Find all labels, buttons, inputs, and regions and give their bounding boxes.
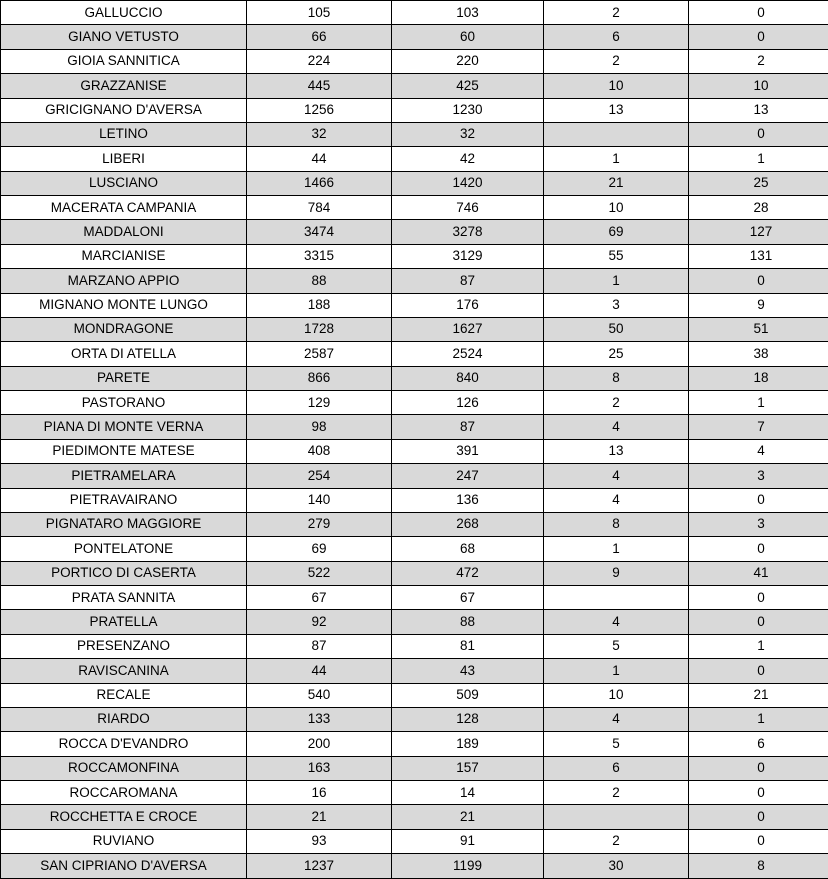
cell-value-4: 1 [689, 391, 828, 415]
cell-value-4: 131 [689, 244, 828, 268]
cell-value-2: 3129 [392, 244, 544, 268]
cell-value-3: 10 [544, 196, 689, 220]
cell-value-1: 32 [247, 122, 392, 146]
cell-value-1: 16 [247, 781, 392, 805]
cell-comune: LUSCIANO [1, 171, 247, 195]
cell-value-1: 408 [247, 439, 392, 463]
cell-value-3: 21 [544, 171, 689, 195]
table-row [1, 391, 828, 415]
cell-value-4: 51 [689, 317, 828, 341]
cell-value-4: 0 [689, 25, 828, 49]
cell-value-4: 6 [689, 732, 828, 756]
table-row [1, 25, 828, 49]
cell-value-3: 3 [544, 293, 689, 317]
cell-value-3: 30 [544, 854, 689, 879]
cell-value-4: 0 [689, 610, 828, 634]
cell-value-2: 840 [392, 366, 544, 390]
cell-value-1: 92 [247, 610, 392, 634]
table-row [1, 317, 828, 341]
cell-comune: RAVISCANINA [1, 659, 247, 683]
cell-value-1: 866 [247, 366, 392, 390]
cell-value-1: 66 [247, 25, 392, 49]
table-row [1, 561, 828, 585]
table-row [1, 147, 828, 171]
cell-value-4: 28 [689, 196, 828, 220]
cell-value-3: 4 [544, 707, 689, 731]
cell-value-2: 43 [392, 659, 544, 683]
cell-value-4: 21 [689, 683, 828, 707]
cell-value-4: 2 [689, 49, 828, 73]
cell-comune: GIANO VETUSTO [1, 25, 247, 49]
cell-comune: ROCCA D'EVANDRO [1, 732, 247, 756]
cell-comune: LIBERI [1, 147, 247, 171]
cell-comune: PIANA DI MONTE VERNA [1, 415, 247, 439]
cell-value-2: 220 [392, 49, 544, 73]
cell-value-2: 247 [392, 464, 544, 488]
cell-value-3: 5 [544, 732, 689, 756]
table-row [1, 854, 828, 879]
cell-value-2: 189 [392, 732, 544, 756]
cell-value-3: 10 [544, 74, 689, 98]
cell-value-1: 98 [247, 415, 392, 439]
cell-value-2: 128 [392, 707, 544, 731]
cell-value-1: 21 [247, 805, 392, 829]
cell-value-4: 1 [689, 147, 828, 171]
cell-comune: MACERATA CAMPANIA [1, 196, 247, 220]
cell-value-4: 127 [689, 220, 828, 244]
table-row [1, 829, 828, 853]
cell-value-2: 1627 [392, 317, 544, 341]
cell-value-2: 87 [392, 269, 544, 293]
cell-value-3: 1 [544, 147, 689, 171]
table-row [1, 196, 828, 220]
cell-comune: ROCCAMONFINA [1, 756, 247, 780]
cell-value-2: 103 [392, 1, 544, 25]
cell-value-3: 1 [544, 537, 689, 561]
table-row [1, 464, 828, 488]
cell-comune: PRESENZANO [1, 634, 247, 658]
cell-value-4: 18 [689, 366, 828, 390]
cell-value-2: 32 [392, 122, 544, 146]
table-row [1, 707, 828, 731]
cell-comune: PIETRAMELARA [1, 464, 247, 488]
cell-value-2: 60 [392, 25, 544, 49]
cell-value-3 [544, 586, 689, 610]
cell-value-3: 1 [544, 269, 689, 293]
cell-comune: GRICIGNANO D'AVERSA [1, 98, 247, 122]
cell-comune: PONTELATONE [1, 537, 247, 561]
cell-value-2: 268 [392, 512, 544, 536]
cell-value-2: 136 [392, 488, 544, 512]
table-row [1, 537, 828, 561]
cell-comune: ROCCHETTA E CROCE [1, 805, 247, 829]
cell-comune: LETINO [1, 122, 247, 146]
cell-value-1: 522 [247, 561, 392, 585]
cell-comune: RUVIANO [1, 829, 247, 853]
cell-value-3: 4 [544, 464, 689, 488]
cell-value-3: 5 [544, 634, 689, 658]
cell-value-2: 1230 [392, 98, 544, 122]
cell-value-4: 0 [689, 488, 828, 512]
cell-value-1: 254 [247, 464, 392, 488]
cell-value-3: 55 [544, 244, 689, 268]
cell-value-3: 50 [544, 317, 689, 341]
cell-value-1: 44 [247, 147, 392, 171]
table-row [1, 342, 828, 366]
cell-value-3: 2 [544, 781, 689, 805]
cell-value-4: 0 [689, 756, 828, 780]
table-row [1, 586, 828, 610]
cell-value-4: 25 [689, 171, 828, 195]
cell-value-2: 509 [392, 683, 544, 707]
table-row [1, 683, 828, 707]
cell-value-4: 0 [689, 805, 828, 829]
cell-comune: PARETE [1, 366, 247, 390]
cell-value-1: 69 [247, 537, 392, 561]
cell-value-2: 67 [392, 586, 544, 610]
cell-value-2: 425 [392, 74, 544, 98]
cell-value-2: 176 [392, 293, 544, 317]
cell-value-1: 445 [247, 74, 392, 98]
cell-value-4: 41 [689, 561, 828, 585]
cell-value-4: 8 [689, 854, 828, 879]
cell-value-1: 140 [247, 488, 392, 512]
table-row [1, 756, 828, 780]
cell-value-4: 1 [689, 634, 828, 658]
cell-comune: PRATA SANNITA [1, 586, 247, 610]
cell-value-2: 81 [392, 634, 544, 658]
cell-value-2: 14 [392, 781, 544, 805]
table-row [1, 488, 828, 512]
cell-value-2: 746 [392, 196, 544, 220]
cell-value-3: 6 [544, 25, 689, 49]
cell-comune: PRATELLA [1, 610, 247, 634]
cell-comune: PIETRAVAIRANO [1, 488, 247, 512]
table-row [1, 244, 828, 268]
table-row [1, 732, 828, 756]
cell-value-2: 1420 [392, 171, 544, 195]
cell-value-1: 133 [247, 707, 392, 731]
cell-value-1: 2587 [247, 342, 392, 366]
cell-value-4: 7 [689, 415, 828, 439]
cell-value-1: 87 [247, 634, 392, 658]
cell-value-2: 1199 [392, 854, 544, 879]
table-row [1, 74, 828, 98]
cell-value-3: 2 [544, 829, 689, 853]
cell-value-2: 68 [392, 537, 544, 561]
table-row [1, 366, 828, 390]
cell-value-3: 25 [544, 342, 689, 366]
cell-value-4: 0 [689, 829, 828, 853]
table-row [1, 610, 828, 634]
cell-value-4: 3 [689, 512, 828, 536]
cell-value-4: 10 [689, 74, 828, 98]
cell-value-2: 42 [392, 147, 544, 171]
cell-comune: RIARDO [1, 707, 247, 731]
cell-value-3: 8 [544, 366, 689, 390]
cell-value-1: 200 [247, 732, 392, 756]
cell-value-1: 67 [247, 586, 392, 610]
cell-value-3: 2 [544, 391, 689, 415]
cell-value-2: 157 [392, 756, 544, 780]
cell-value-2: 391 [392, 439, 544, 463]
cell-value-3: 8 [544, 512, 689, 536]
cell-value-3: 69 [544, 220, 689, 244]
table-row [1, 220, 828, 244]
cell-value-3: 9 [544, 561, 689, 585]
cell-comune: ROCCAROMANA [1, 781, 247, 805]
cell-comune: PASTORANO [1, 391, 247, 415]
cell-value-3: 2 [544, 49, 689, 73]
cell-comune: GALLUCCIO [1, 1, 247, 25]
cell-value-3: 4 [544, 610, 689, 634]
cell-value-2: 91 [392, 829, 544, 853]
table-body [1, 1, 828, 879]
cell-value-1: 93 [247, 829, 392, 853]
cell-value-3: 1 [544, 659, 689, 683]
cell-value-4: 0 [689, 781, 828, 805]
cell-value-1: 784 [247, 196, 392, 220]
cell-value-2: 2524 [392, 342, 544, 366]
cell-value-2: 472 [392, 561, 544, 585]
cell-comune: SAN CIPRIANO D'AVERSA [1, 854, 247, 879]
cell-comune: GRAZZANISE [1, 74, 247, 98]
cell-comune: MADDALONI [1, 220, 247, 244]
cell-comune: MARZANO APPIO [1, 269, 247, 293]
cell-value-4: 9 [689, 293, 828, 317]
cell-value-4: 0 [689, 269, 828, 293]
table-row [1, 781, 828, 805]
table-row [1, 512, 828, 536]
cell-comune: PORTICO DI CASERTA [1, 561, 247, 585]
table-row [1, 49, 828, 73]
table-row [1, 293, 828, 317]
cell-comune: PIEDIMONTE MATESE [1, 439, 247, 463]
cell-value-2: 126 [392, 391, 544, 415]
cell-value-1: 129 [247, 391, 392, 415]
cell-value-1: 1256 [247, 98, 392, 122]
table-row [1, 122, 828, 146]
cell-value-3: 4 [544, 488, 689, 512]
cell-value-2: 88 [392, 610, 544, 634]
table-row [1, 98, 828, 122]
cell-value-1: 188 [247, 293, 392, 317]
cell-value-4: 1 [689, 707, 828, 731]
cell-comune: PIGNATARO MAGGIORE [1, 512, 247, 536]
cell-value-4: 0 [689, 537, 828, 561]
table-row [1, 1, 828, 25]
cell-comune: RECALE [1, 683, 247, 707]
cell-value-3: 13 [544, 439, 689, 463]
cell-comune: ORTA DI ATELLA [1, 342, 247, 366]
cell-value-4: 0 [689, 1, 828, 25]
table-row [1, 415, 828, 439]
cell-value-4: 13 [689, 98, 828, 122]
cell-value-1: 88 [247, 269, 392, 293]
cell-value-1: 224 [247, 49, 392, 73]
table-row [1, 634, 828, 658]
cell-value-3 [544, 805, 689, 829]
cell-value-3: 4 [544, 415, 689, 439]
cell-value-2: 3278 [392, 220, 544, 244]
cell-value-2: 21 [392, 805, 544, 829]
table-row [1, 269, 828, 293]
cell-value-4: 0 [689, 586, 828, 610]
cell-value-3: 13 [544, 98, 689, 122]
cell-value-4: 38 [689, 342, 828, 366]
cell-value-3: 2 [544, 1, 689, 25]
cell-value-1: 3474 [247, 220, 392, 244]
table-row [1, 805, 828, 829]
cell-value-1: 1728 [247, 317, 392, 341]
cell-value-3: 6 [544, 756, 689, 780]
cell-value-3: 10 [544, 683, 689, 707]
cell-value-3 [544, 122, 689, 146]
table-row [1, 171, 828, 195]
cell-value-4: 4 [689, 439, 828, 463]
cell-comune: MARCIANISE [1, 244, 247, 268]
cell-comune: GIOIA SANNITICA [1, 49, 247, 73]
cell-value-1: 540 [247, 683, 392, 707]
cell-value-1: 279 [247, 512, 392, 536]
cell-value-1: 1466 [247, 171, 392, 195]
table-row [1, 659, 828, 683]
cell-value-1: 105 [247, 1, 392, 25]
cell-value-4: 0 [689, 122, 828, 146]
cell-value-1: 44 [247, 659, 392, 683]
cell-comune: MONDRAGONE [1, 317, 247, 341]
cell-value-1: 1237 [247, 854, 392, 879]
cell-comune: MIGNANO MONTE LUNGO [1, 293, 247, 317]
cell-value-2: 87 [392, 415, 544, 439]
cell-value-1: 3315 [247, 244, 392, 268]
cell-value-4: 0 [689, 659, 828, 683]
table-row [1, 439, 828, 463]
cell-value-4: 3 [689, 464, 828, 488]
cell-value-1: 163 [247, 756, 392, 780]
